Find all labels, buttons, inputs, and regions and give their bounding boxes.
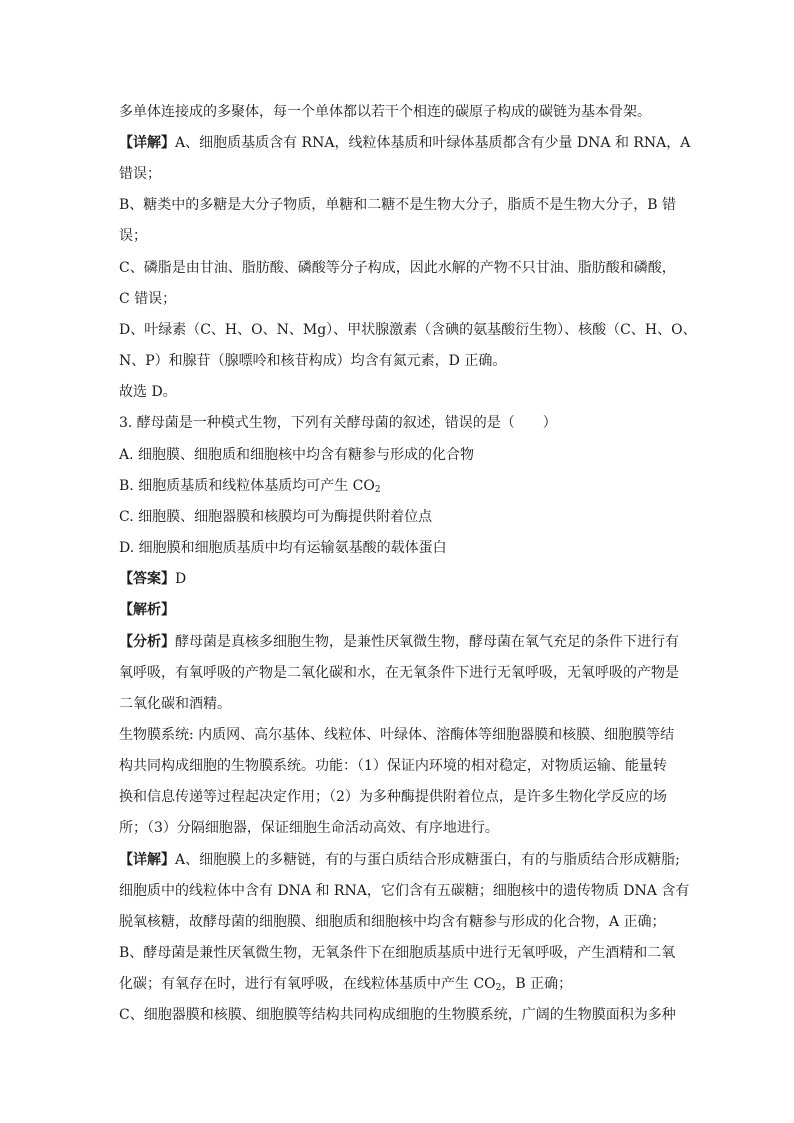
line-text: D. 细胞膜和细胞质基质中均有运输氨基酸的载体蛋白 xyxy=(119,540,447,556)
line-text: B、酵母菌是兼性厌氧微生物，无氧条件下在细胞质基质中进行无氧呼吸，产生酒精和二氧 xyxy=(119,945,676,961)
text-line xyxy=(119,726,679,744)
section-tag: 【详解】 xyxy=(119,852,175,868)
line-text: C、细胞器膜和核膜、细胞膜等结构共同构成细胞的生物膜系统，广阔的生物膜面积为多种 xyxy=(119,1007,676,1023)
text-line xyxy=(119,882,690,900)
text-line xyxy=(119,103,679,121)
line-text: D xyxy=(175,571,187,587)
line-text: N、P）和腺苷（腺嘌呤和核苷构成）均含有氮元素，D 正确。 xyxy=(119,353,507,369)
text-line xyxy=(119,259,679,277)
text-line xyxy=(119,477,679,495)
line-text: A、细胞质基质含有 RNA，线粒体基质和叶绿体基质都含有少量 DNA 和 RNA，A xyxy=(175,135,691,151)
text-line xyxy=(119,414,679,432)
section-tag: 【解析】 xyxy=(119,602,175,618)
text-line xyxy=(119,913,679,931)
text-line xyxy=(119,134,691,152)
text-line xyxy=(119,633,679,651)
text-line xyxy=(119,601,679,619)
line-text: C 错误； xyxy=(119,291,177,307)
subscript: 2 xyxy=(374,485,381,495)
text-line xyxy=(119,695,679,713)
section-tag: 【答案】 xyxy=(119,571,175,587)
line-text: 化碳；有氧存在时，进行有氧呼吸，在线粒体基质中产生 CO xyxy=(119,976,496,992)
text-line xyxy=(119,1006,679,1024)
line-text: 所；（3）分隔细胞器，保证细胞生命活动高效、有序地进行。 xyxy=(119,820,499,836)
text-line xyxy=(119,975,679,993)
line-text: A、细胞膜上的多糖链，有的与蛋白质结合形成糖蛋白，有的与脂质结合形成糖脂; xyxy=(175,852,680,868)
text-line xyxy=(119,788,679,806)
line-text: 细胞质中的线粒体中含有 DNA 和 RNA，它们含有五碳糖；细胞核中的遗传物质 DNA 含有 xyxy=(119,883,690,899)
line-text: C. 细胞膜、细胞器膜和核膜均可为酶提供附着位点 xyxy=(119,509,433,525)
line-text: 二氧化碳和酒精。 xyxy=(119,696,231,712)
line-text: 多单体连接成的多聚体，每一个单体都以若干个相连的碳原子构成的碳链为基本骨架。 xyxy=(119,104,651,120)
line-text: 脱氧核糖，故酵母菌的细胞膜、细胞质和细胞核中均含有糖参与形成的化合物，A 正确； xyxy=(119,914,666,930)
line-text: B. 细胞质基质和线粒体基质均可产生 CO xyxy=(119,478,375,494)
line-text: 生物膜系统: 内质网、高尔基体、线粒体、叶绿体、溶酶体等细胞器膜和核膜、细胞膜等结 xyxy=(119,727,675,743)
line-text: D、叶绿素（C、H、O、N、Mg）、甲状腺激素（含碘的氨基酸衍生物）、核酸（C、H、O、 xyxy=(119,322,697,338)
text-line xyxy=(119,227,679,245)
text-line xyxy=(119,664,679,682)
text-line xyxy=(119,446,679,464)
text-line xyxy=(119,539,679,557)
line-text: B、糖类中的多糖是大分子物质，单糖和二糖不是生物大分子，脂质不是生物大分子，B 错 xyxy=(119,197,677,213)
subscript: 2 xyxy=(495,983,502,993)
line-text: 误； xyxy=(119,228,147,244)
line-text: A. 细胞膜、细胞质和细胞核中均含有糖参与形成的化合物 xyxy=(119,447,475,463)
text-line xyxy=(119,196,679,214)
text-line xyxy=(119,819,679,837)
text-line xyxy=(119,352,679,370)
text-line xyxy=(119,851,679,869)
line-text: C、磷脂是由甘油、脂肪酸、磷酸等分子构成，因此水解的产物不只甘油、脂肪酸和磷酸， xyxy=(119,260,676,276)
line-text-tail: ，B 正确； xyxy=(501,976,573,992)
line-text: 故选 D。 xyxy=(119,384,177,400)
text-line xyxy=(119,321,697,339)
section-tag: 【分析】 xyxy=(119,634,175,650)
text-line xyxy=(119,165,679,183)
text-line xyxy=(119,383,679,401)
line-text: 3. 酵母菌是一种模式生物，下列有关酵母菌的叙述，错误的是（ ） xyxy=(119,415,557,431)
text-line xyxy=(119,508,679,526)
text-line xyxy=(119,290,679,308)
line-text: 酵母菌是真核多细胞生物，是兼性厌氧微生物，酵母菌在氧气充足的条件下进行有 xyxy=(175,634,679,650)
line-text: 氧呼吸，有氧呼吸的产物是二氧化碳和水，在无氧条件下进行无氧呼吸，无氧呼吸的产物是 xyxy=(119,665,679,681)
line-text: 错误； xyxy=(119,166,161,182)
text-line xyxy=(119,757,679,775)
text-line xyxy=(119,944,679,962)
line-text: 构共同构成细胞的生物膜系统。功能：（1）保证内环境的相对稳定，对物质运输、能量转 xyxy=(119,758,667,774)
section-tag: 【详解】 xyxy=(119,135,175,151)
text-line xyxy=(119,570,679,588)
line-text: 换和信息传递等过程起决定作用；（2）为多种酶提供附着位点，是许多生物化学反应的场 xyxy=(119,789,667,805)
